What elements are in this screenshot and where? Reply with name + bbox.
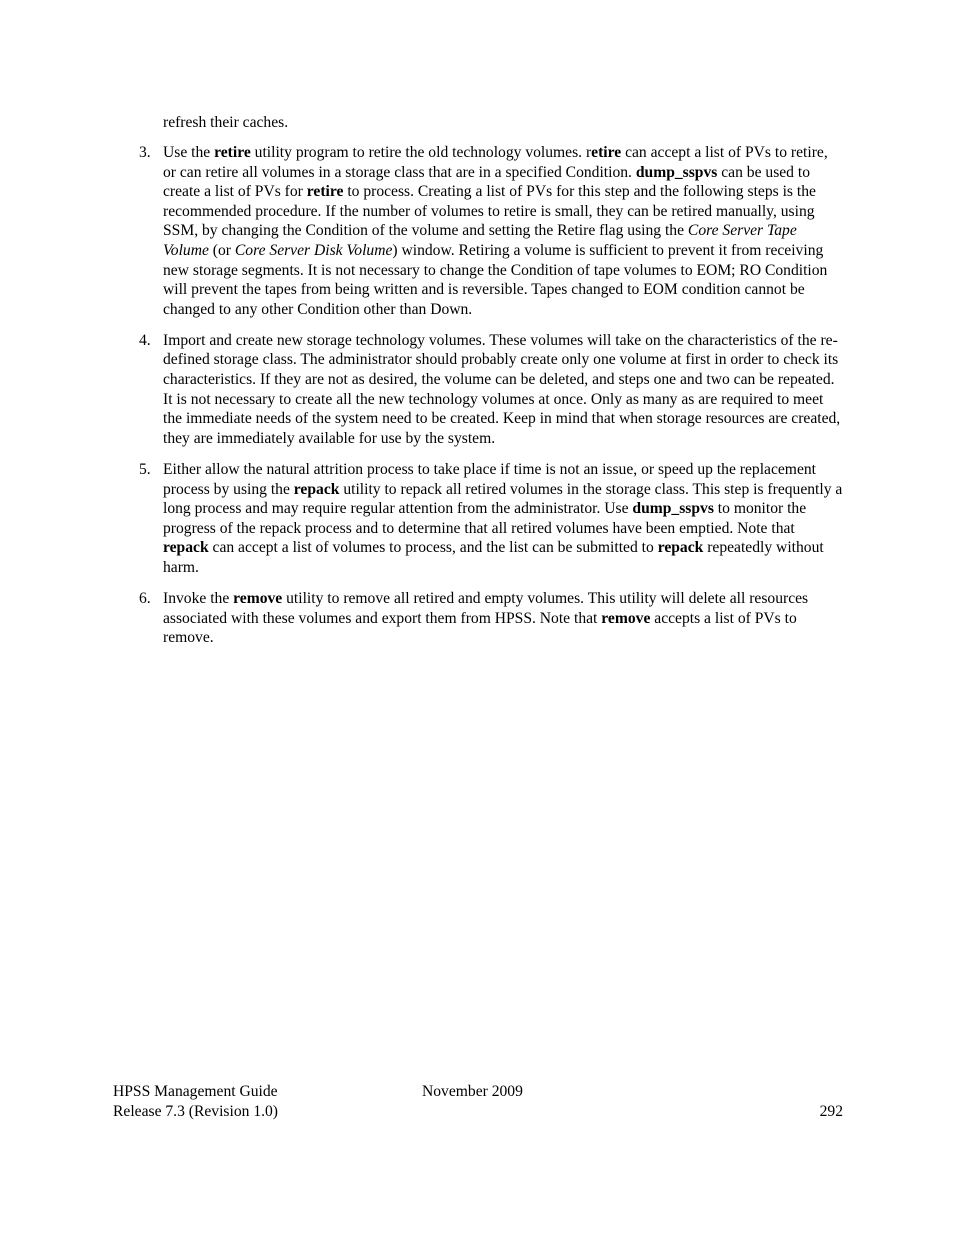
text-run: Invoke the — [163, 589, 234, 607]
window-name: Core Server Disk Volume — [234, 241, 393, 259]
text-run: repeatedly without harm. — [163, 539, 824, 576]
footer-doc-title: HPSS Management Guide — [113, 1083, 278, 1100]
command-name: retire — [214, 144, 251, 161]
step-text — [163, 461, 842, 576]
command-name: repack — [163, 539, 209, 557]
step-number: 6. — [139, 589, 151, 607]
step-number: 4. — [139, 331, 151, 349]
page-number: 292 — [819, 1103, 843, 1120]
window-name: Core Server Tape Volume — [163, 222, 797, 259]
text-run: can be used to create a list of PVs for — [163, 163, 811, 201]
procedure-steps-list — [0, 143, 954, 659]
text-run: ) window. Retiring a volume is sufficient to prevent it from receiving new storage segments. It is not necessary to change the Condition of tape volumes to EOM; RO Condition will prevent the tapes from being written and is reversible. Tapes changed to EOM condition cannot be changed to any other Condition other than Down. — [163, 241, 828, 318]
text-run: (or — [208, 241, 235, 259]
list-item-step-5 — [0, 460, 843, 578]
footer-release: Release 7.3 (Revision 1.0) — [113, 1103, 278, 1120]
text-run: can accept a list of PVs to retire, or can retire all volumes in a storage class that are in a specified Condition. — [163, 144, 828, 181]
command-name: repack — [293, 480, 340, 498]
command-name: dump_sspvs — [635, 163, 718, 181]
list-item-step-4 — [0, 331, 843, 449]
text-run: utility program to retire the old technology volumes. r — [250, 144, 592, 161]
text-run: Import and create new storage technology volumes. These volumes will take on the characteristics of the re-defined storage class. The administrator should probably create only one volume at first in order to check its characteristics. If they are not as desired, the volume can be deleted, and steps one and two can be repeated. It is not necessary to create all the new technology volumes at once. Only as many as are required to meet the immediate needs of the system need to be created. Keep in mind that when storage resources are created, they are immediately available for use by the system. — [163, 331, 841, 447]
command-name: remove — [601, 609, 651, 627]
footer-date: November 2009 — [422, 1083, 523, 1100]
command-name: repack — [657, 539, 704, 557]
list-item-step-6 — [0, 589, 843, 648]
text-run: accepts a list of PVs to remove. — [163, 609, 797, 647]
text-run: Use the — [163, 144, 215, 161]
text-run: to process. Creating a list of PVs for this step and the following steps is the recommended procedure. If the number of volumes to retire is small, they can be retired manually, using SSM, by changing the Condition of the volume and setting the Retire flag using the — [163, 183, 816, 240]
command-name: retire — [306, 183, 344, 201]
command-name: etire — [591, 144, 622, 161]
step-text — [163, 332, 840, 447]
step-text — [163, 590, 808, 646]
step-text — [163, 144, 828, 318]
text-run: utility to repack all retired volumes in the storage class. This step is frequently a long process and may require regular attention from the administrator. Use — [163, 480, 843, 518]
list-item-step-3 — [0, 143, 843, 319]
continuation-text: refresh their caches. — [163, 114, 289, 131]
step-number: 5. — [139, 460, 151, 478]
text-run: utility to remove all retired and empty volumes. This utility will delete all resources associated with these volumes and export them from HPSS. Note that — [163, 589, 809, 627]
text-run: can accept a list of volumes to process, and the list can be submitted to — [208, 539, 658, 557]
command-name: dump_sspvs — [632, 500, 714, 518]
page-footer-left — [113, 1082, 278, 1122]
step-number: 3. — [139, 144, 151, 161]
text-run: to monitor the progress of the repack process and to determine that all retired volumes have been emptied. Note that — [163, 500, 807, 537]
command-name: remove — [233, 589, 283, 607]
text-run: Either allow the natural attrition process to take place if time is not an issue, or speed up the replacement process by using the — [163, 460, 816, 498]
